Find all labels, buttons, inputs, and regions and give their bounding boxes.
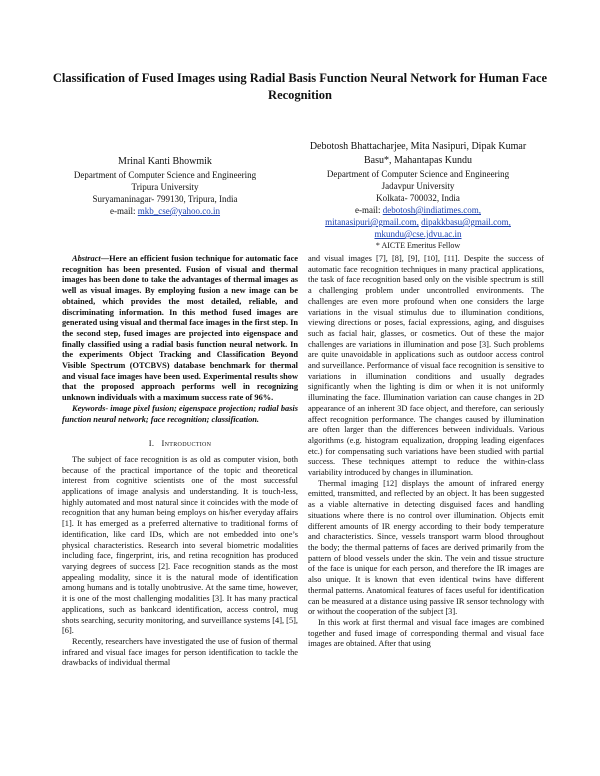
section-number: I. bbox=[148, 438, 155, 449]
author-block-1 bbox=[50, 155, 280, 217]
body-paragraph: Recently, researchers have investigated the use of fusion of thermal infrared and visual face images for person identification to tackle the drawbacks of individual thermal bbox=[62, 636, 298, 668]
email-link[interactable]: mkundu@cse.jdvu.ac.in bbox=[374, 229, 462, 239]
affiliation-line: Department of Computer Science and Engineering bbox=[326, 169, 510, 179]
paper-title: Classification of Fused Images using Radial Basis Function Neural Network for Human Face Recognition bbox=[52, 71, 548, 102]
email-label: e-mail: bbox=[354, 205, 383, 215]
section-heading bbox=[62, 438, 298, 449]
body-paragraph: Thermal imaging [12] displays the amount of infrared energy emitted, transmitted, and reflected by an object. It has been suggested as a viable alternative in detecting disguised faces and handling situations where there is no control over illumination. Objects emit different amounts of IR energy according to their body temperature and characteristics. Since, vessels transport warm blood throughout the body; the thermal patterns of faces are derived primarily from the pattern of blood vessels under the skin. The vein and tissue structure of the face is unique for each person, and therefore the IR images are also unique. It is known that even identical twins have different thermal patterns. Anatomical features of faces useful for identification can be measured at a distance using passive IR sensor technology with or without the cooperation of the subject [3]. bbox=[308, 478, 544, 617]
affiliation-line: Department of Computer Science and Engineering bbox=[73, 170, 257, 180]
abstract-label: Abstract bbox=[72, 254, 101, 263]
email-link[interactable]: mitanasipuri@gmail.com, bbox=[325, 217, 419, 227]
author-name: Debotosh Bhattacharjee, Mita Nasipuri, Dipak Kumar Basu*, Mahantapas Kundu bbox=[309, 141, 527, 166]
email-line bbox=[50, 205, 280, 217]
email-line bbox=[300, 204, 536, 216]
body-paragraph: The subject of face recognition is as old as computer vision, both because of the practical importance of the topic and theoretical interest from cognitive scientists one of the most successful applications of image analysis and understanding. It is touch-less, highly automated and most natural since it coincides with the mode of recognition that any human being employs on his/her everyday affairs [1]. It has emerged as a preferred alternative to traditional forms of identification, like card IDs, which are not embedded into one’s physical characteristics. Research into several biometric modalities including face, fingerprint, iris, and retina recognition has produced varying degrees of success [2]. Face recognition stands as the most appealing modality, since it is the natural mode of identification among humans and is totally unobtrusive. At the same time, however, it is one of the most challenging modalities [3]. It has many practical applications, such as bankcard identification, access control, mug shots searching, security monitoring, and surveillance systems [4], [5], [6]. bbox=[62, 454, 298, 636]
affiliation-line: Suryamaninagar- 799130, Tripura, India bbox=[92, 194, 238, 204]
left-column bbox=[62, 254, 298, 669]
email-link[interactable]: mkb_cse@yahoo.co.in bbox=[137, 206, 221, 216]
right-column bbox=[308, 254, 544, 650]
abstract-text: —Here an efficient fusion technique for automatic face recognition has been presented. Fusion of visual and thermal images has been done to take the advantages of thermal images as well as visual images. By employing fusion a new image can be obtained, which provides the most detailed, reliable, and discriminating information. In this method fused images are generated using visual and thermal face images in the first step. In the second step, fused images are projected into eigenspace and finally classified using a radial basis function neural network. In the experiments Object Tracking and Classification Beyond Visible Spectrum (OTCBVS) database benchmark for thermal and visual face images have been used. Experimental results show that the proposed approach performs well in recognizing unknown individuals with a maximum success rate of 96%. bbox=[62, 254, 298, 403]
email-link[interactable]: dipakkbasu@gmail.com, bbox=[421, 217, 511, 227]
keywords: Keywords- image pixel fusion; eigenspace projection; radial basis function neural network; face recognition; classification. bbox=[62, 403, 298, 424]
author-note: * AICTE Emeritus Fellow bbox=[375, 241, 461, 250]
author-name: Mrinal Kanti Bhowmik bbox=[118, 156, 212, 167]
author-block-2 bbox=[300, 140, 536, 252]
body-paragraph: and visual images [7], [8], [9], [10], [11]. Despite the success of automatic face recognition techniques in many practical applications, the task of face recognition based only on the visible spectrum is still a challenging problem under uncontrolled environments. The challenges are even more profound when one considers the large variations in the visual stimulus due to illumination conditions, viewing directions or poses, facial expressions, aging, and disguises such as facial hair, glasses, or cosmetics. Out of these the major challenges are variations in illumination and pose [3]. Such problems are quite unavoidable in applications such as outdoor access control and surveillance. Performance of visual face recognition is sensitive to variations in illumination conditions and usually degrades significantly when the lighting is dim or when it is not uniformly illuminating the face. Illumination variation can cause changes in 2D appearance of an inherent 3D face object, and therefore, can seriously affect recognition performance. The changes caused by illumination are often larger than the differences between individuals. Various algorithms (e.g. histogram equalization, dropping leading eigenfaces etc.) for compensating such variations have been studied with partial success. These techniques attempt to reduce the within-class variability introduced by changes in illumination. bbox=[308, 254, 544, 478]
abstract bbox=[62, 254, 298, 404]
affiliation-line: Jadavpur University bbox=[381, 181, 455, 191]
email-line bbox=[300, 216, 536, 228]
body-paragraph: In this work at first thermal and visual face images are combined together and fused image of corresponding thermal and visual face images are obtained. After that using bbox=[308, 617, 544, 649]
affiliation-line: Kolkata- 700032, India bbox=[376, 193, 460, 203]
email-label: e-mail: bbox=[109, 206, 138, 216]
section-title: Introduction bbox=[161, 438, 212, 449]
email-link[interactable]: debotosh@indiatimes.com, bbox=[382, 205, 482, 215]
email-line bbox=[300, 228, 536, 240]
affiliation-line: Tripura University bbox=[131, 182, 199, 192]
